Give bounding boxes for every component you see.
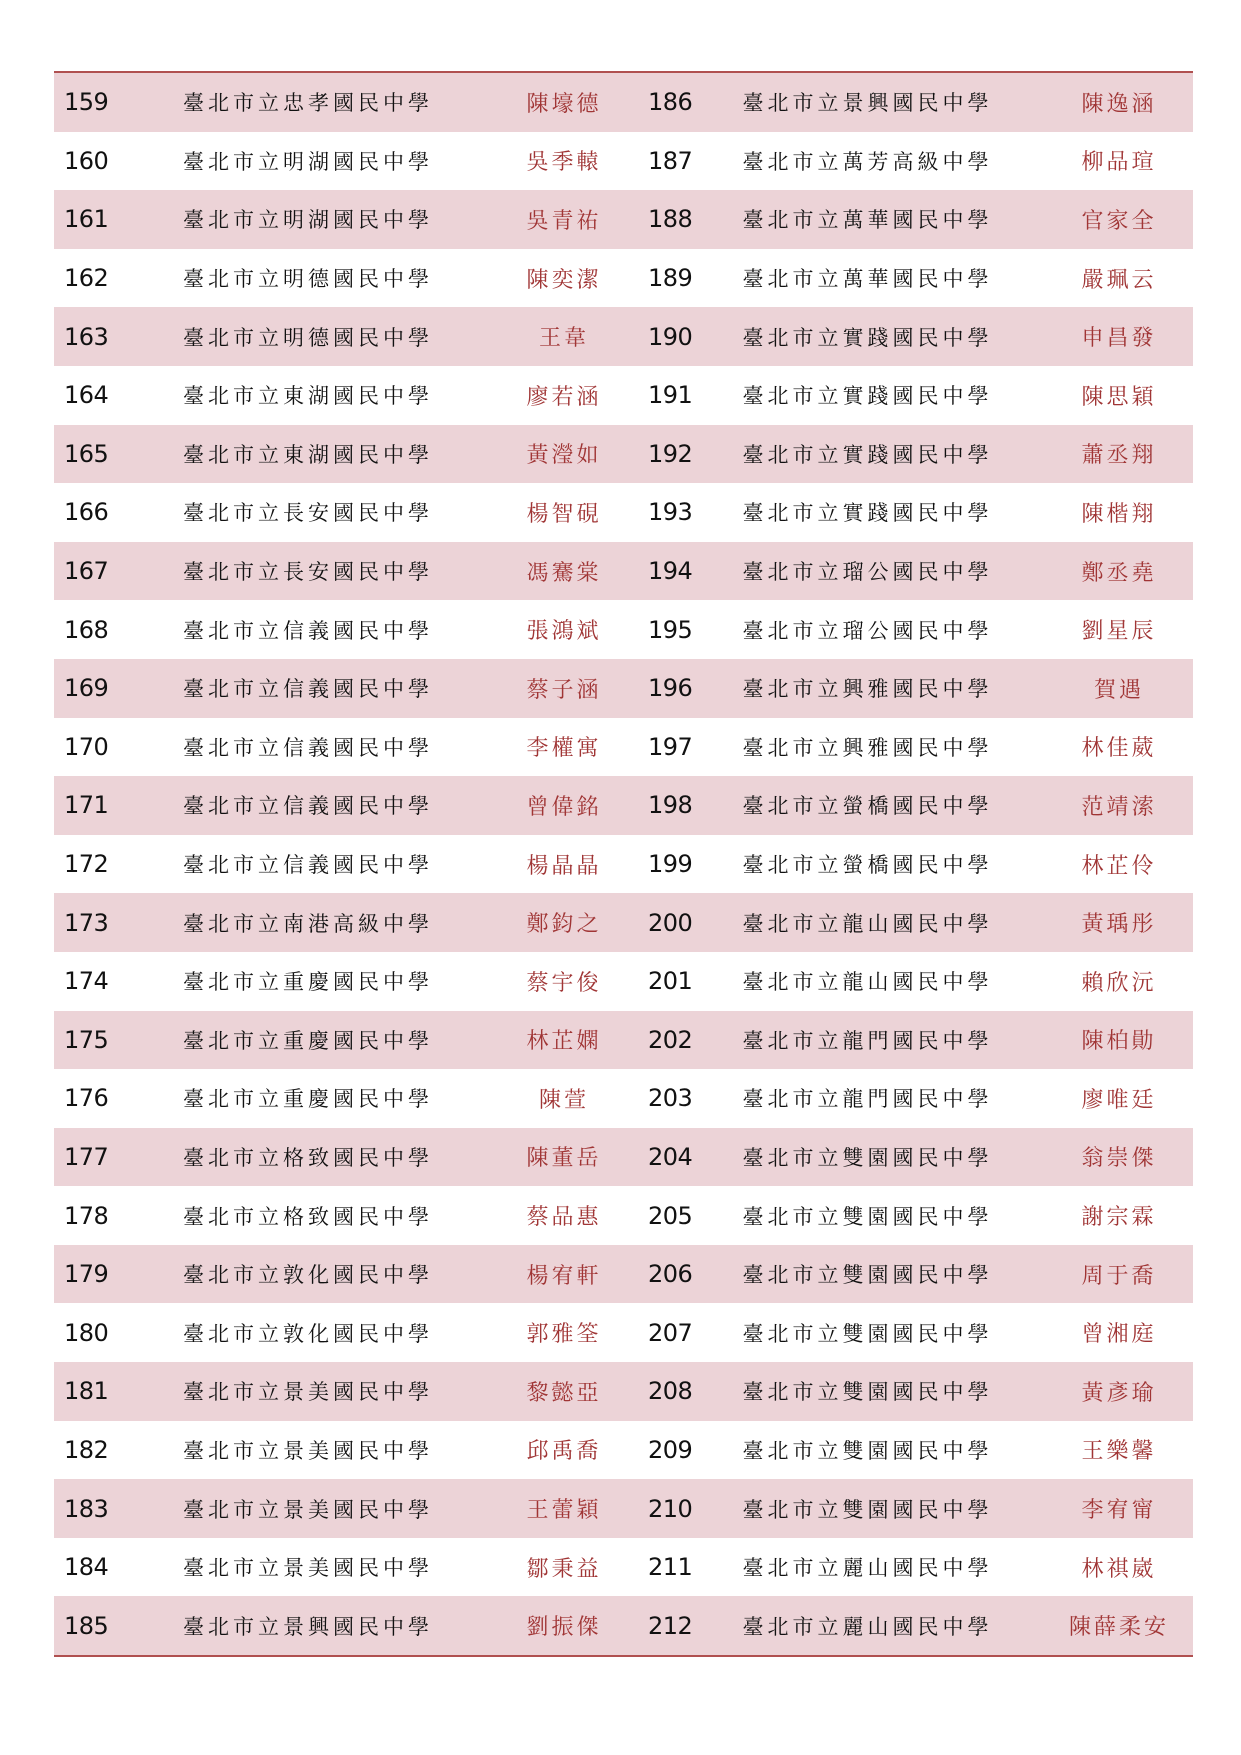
entry-number: 203 — [648, 1084, 693, 1113]
student-name: 蕭丞翔 — [1081, 443, 1157, 469]
table-row — [54, 1186, 1193, 1245]
school-name: 臺北市立萬華國民中學 — [742, 208, 993, 233]
student-name: 陳薛柔安 — [1068, 1615, 1169, 1641]
school-name: 臺北市立雙園國民中學 — [742, 1321, 993, 1346]
entry-number: 194 — [648, 557, 693, 586]
student-name: 李宥甯 — [1081, 1498, 1157, 1524]
student-name: 蔡品惠 — [526, 1205, 602, 1231]
school-name: 臺北市立雙園國民中學 — [742, 1263, 993, 1288]
entry-number: 200 — [648, 908, 693, 937]
student-name: 李權寓 — [526, 736, 602, 762]
entry-number: 202 — [648, 1025, 693, 1054]
school-name: 臺北市立雙園國民中學 — [742, 1438, 993, 1463]
student-name: 陳董岳 — [526, 1146, 602, 1172]
entry-number: 199 — [648, 850, 693, 879]
school-name: 臺北市立重慶國民中學 — [183, 970, 433, 995]
student-name: 黃瑀彤 — [1081, 912, 1157, 938]
table-row — [54, 1362, 1193, 1421]
student-name: 鄭丞堯 — [1081, 560, 1157, 586]
school-name: 臺北市立忠孝國民中學 — [183, 91, 433, 116]
table-row — [54, 1596, 1193, 1655]
entry-number: 182 — [64, 1435, 109, 1464]
entry-number: 167 — [64, 557, 109, 586]
entry-number: 172 — [64, 850, 109, 879]
student-name: 柳品瑄 — [1081, 150, 1157, 176]
entry-number: 191 — [648, 381, 693, 410]
entry-number: 161 — [64, 205, 109, 234]
student-name: 楊宥軒 — [526, 1263, 602, 1289]
school-name: 臺北市立東湖國民中學 — [183, 384, 433, 409]
school-name: 臺北市立景興國民中學 — [183, 1614, 433, 1639]
entry-number: 160 — [64, 146, 109, 175]
school-name: 臺北市立雙園國民中學 — [742, 1145, 993, 1170]
table-row — [54, 893, 1193, 952]
entry-number: 178 — [64, 1201, 109, 1230]
entry-number: 176 — [64, 1084, 109, 1113]
table-row — [54, 835, 1193, 894]
entry-number: 186 — [648, 88, 693, 117]
table-row — [54, 483, 1193, 542]
school-name: 臺北市立興雅國民中學 — [742, 735, 993, 760]
entry-number: 204 — [648, 1142, 693, 1171]
table-row — [54, 718, 1193, 777]
student-name: 馮騫棠 — [526, 560, 602, 586]
table-row — [54, 1128, 1193, 1187]
school-name: 臺北市立螢橋國民中學 — [742, 794, 993, 819]
table-row — [54, 542, 1193, 601]
school-name: 臺北市立信義國民中學 — [183, 618, 433, 643]
entry-number: 198 — [648, 791, 693, 820]
school-name: 臺北市立麗山國民中學 — [742, 1614, 993, 1639]
school-name: 臺北市立重慶國民中學 — [183, 1087, 433, 1112]
entry-number: 163 — [64, 322, 109, 351]
entry-number: 197 — [648, 732, 693, 761]
school-name: 臺北市立麗山國民中學 — [742, 1556, 993, 1581]
entry-number: 177 — [64, 1142, 109, 1171]
student-name: 吳青祐 — [526, 208, 602, 234]
school-name: 臺北市立景興國民中學 — [742, 91, 993, 116]
student-name: 陳萱 — [538, 1087, 589, 1113]
roster-table — [54, 71, 1193, 1657]
student-name: 王韋 — [538, 326, 589, 352]
school-name: 臺北市立明德國民中學 — [183, 267, 433, 292]
student-name: 陳奕潔 — [526, 267, 602, 293]
entry-number: 175 — [64, 1025, 109, 1054]
school-name: 臺北市立格致國民中學 — [183, 1145, 433, 1170]
student-name: 邱禹喬 — [526, 1439, 602, 1465]
school-name: 臺北市立雙園國民中學 — [742, 1204, 993, 1229]
entry-number: 201 — [648, 967, 693, 996]
entry-number: 180 — [64, 1318, 109, 1347]
school-name: 臺北市立明德國民中學 — [183, 325, 433, 350]
school-name: 臺北市立景美國民中學 — [183, 1380, 433, 1405]
table-row — [54, 425, 1193, 484]
entry-number: 212 — [648, 1611, 693, 1640]
entry-number: 187 — [648, 146, 693, 175]
school-name: 臺北市立萬華國民中學 — [742, 267, 993, 292]
student-name: 賀遇 — [1093, 677, 1144, 703]
school-name: 臺北市立敦化國民中學 — [183, 1321, 433, 1346]
table-row — [54, 1479, 1193, 1538]
entry-number: 181 — [64, 1377, 109, 1406]
entry-number: 195 — [648, 615, 693, 644]
table-row — [54, 190, 1193, 249]
school-name: 臺北市立信義國民中學 — [183, 735, 433, 760]
school-name: 臺北市立信義國民中學 — [183, 794, 433, 819]
school-name: 臺北市立實踐國民中學 — [742, 384, 993, 409]
entry-number: 190 — [648, 322, 693, 351]
school-name: 臺北市立萬芳高級中學 — [742, 149, 993, 174]
table-row — [54, 1011, 1193, 1070]
entry-number: 192 — [648, 439, 693, 468]
entry-number: 164 — [64, 381, 109, 410]
table-row — [54, 1245, 1193, 1304]
student-name: 陳思穎 — [1081, 384, 1157, 410]
table-row — [54, 659, 1193, 718]
school-name: 臺北市立信義國民中學 — [183, 853, 433, 878]
school-name: 臺北市立龍門國民中學 — [742, 1028, 993, 1053]
entry-number: 205 — [648, 1201, 693, 1230]
entry-number: 174 — [64, 967, 109, 996]
entry-number: 185 — [64, 1611, 109, 1640]
table-row — [54, 600, 1193, 659]
student-name: 周于喬 — [1081, 1263, 1157, 1289]
student-name: 吳季轅 — [526, 150, 602, 176]
school-name: 臺北市立重慶國民中學 — [183, 1028, 433, 1053]
entry-number: 207 — [648, 1318, 693, 1347]
entry-number: 196 — [648, 674, 693, 703]
student-name: 陳柏勛 — [1081, 1029, 1157, 1055]
table-row — [54, 952, 1193, 1011]
school-name: 臺北市立雙園國民中學 — [742, 1380, 993, 1405]
entry-number: 189 — [648, 264, 693, 293]
student-name: 嚴珮云 — [1081, 267, 1157, 293]
school-name: 臺北市立明湖國民中學 — [183, 208, 433, 233]
student-name: 劉振傑 — [526, 1615, 602, 1641]
school-name: 臺北市立螢橋國民中學 — [742, 853, 993, 878]
entry-number: 159 — [64, 88, 109, 117]
table-row — [54, 249, 1193, 308]
entry-number: 184 — [64, 1553, 109, 1582]
entry-number: 165 — [64, 439, 109, 468]
entry-number: 211 — [648, 1553, 693, 1582]
school-name: 臺北市立東湖國民中學 — [183, 442, 433, 467]
entry-number: 193 — [648, 498, 693, 527]
school-name: 臺北市立信義國民中學 — [183, 677, 433, 702]
school-name: 臺北市立明湖國民中學 — [183, 149, 433, 174]
student-name: 陳楷翔 — [1081, 501, 1157, 527]
student-name: 廖唯廷 — [1081, 1087, 1157, 1113]
entry-number: 188 — [648, 205, 693, 234]
entry-number: 209 — [648, 1435, 693, 1464]
entry-number: 171 — [64, 791, 109, 820]
school-name: 臺北市立龍門國民中學 — [742, 1087, 993, 1112]
school-name: 臺北市立景美國民中學 — [183, 1497, 433, 1522]
table-row — [54, 132, 1193, 191]
student-name: 謝宗霖 — [1081, 1205, 1157, 1231]
student-name: 黃瀅如 — [526, 443, 602, 469]
school-name: 臺北市立景美國民中學 — [183, 1438, 433, 1463]
student-name: 郭雅筌 — [526, 1322, 602, 1348]
student-name: 黎懿亞 — [526, 1380, 602, 1406]
student-name: 王蕾穎 — [526, 1498, 602, 1524]
student-name: 黃彥瑜 — [1081, 1380, 1157, 1406]
table-row — [54, 1069, 1193, 1128]
student-name: 翁崇傑 — [1081, 1146, 1157, 1172]
student-name: 廖若涵 — [526, 384, 602, 410]
table-row — [54, 1421, 1193, 1480]
entry-number: 170 — [64, 732, 109, 761]
school-name: 臺北市立龍山國民中學 — [742, 970, 993, 995]
table-row — [54, 1538, 1193, 1597]
student-name: 陳逸涵 — [1081, 91, 1157, 117]
student-name: 林佳葳 — [1081, 736, 1157, 762]
entry-number: 162 — [64, 264, 109, 293]
entry-number: 169 — [64, 674, 109, 703]
student-name: 劉星辰 — [1081, 619, 1157, 645]
table-row — [54, 1303, 1193, 1362]
school-name: 臺北市立龍山國民中學 — [742, 911, 993, 936]
school-name: 臺北市立實踐國民中學 — [742, 501, 993, 526]
school-name: 臺北市立格致國民中學 — [183, 1204, 433, 1229]
student-name: 曾湘庭 — [1081, 1322, 1157, 1348]
school-name: 臺北市立興雅國民中學 — [742, 677, 993, 702]
school-name: 臺北市立長安國民中學 — [183, 501, 433, 526]
student-name: 蔡宇俊 — [526, 970, 602, 996]
student-name: 賴欣沅 — [1081, 970, 1157, 996]
student-name: 曾偉銘 — [526, 794, 602, 820]
entry-number: 183 — [64, 1494, 109, 1523]
student-name: 陳壕德 — [526, 91, 602, 117]
entry-number: 168 — [64, 615, 109, 644]
student-name: 范靖溹 — [1081, 794, 1157, 820]
entry-number: 210 — [648, 1494, 693, 1523]
student-name: 蔡子涵 — [526, 677, 602, 703]
school-name: 臺北市立實踐國民中學 — [742, 325, 993, 350]
school-name: 臺北市立瑠公國民中學 — [742, 560, 993, 585]
school-name: 臺北市立敦化國民中學 — [183, 1263, 433, 1288]
student-name: 楊晶晶 — [526, 853, 602, 879]
school-name: 臺北市立雙園國民中學 — [742, 1497, 993, 1522]
entry-number: 179 — [64, 1260, 109, 1289]
student-name: 鄭鈞之 — [526, 912, 602, 938]
school-name: 臺北市立長安國民中學 — [183, 560, 433, 585]
table-row — [54, 73, 1193, 132]
student-name: 林祺崴 — [1081, 1556, 1157, 1582]
table-row — [54, 307, 1193, 366]
table-row — [54, 366, 1193, 425]
school-name: 臺北市立景美國民中學 — [183, 1556, 433, 1581]
student-name: 申昌發 — [1081, 326, 1157, 352]
entry-number: 173 — [64, 908, 109, 937]
entry-number: 208 — [648, 1377, 693, 1406]
entry-number: 206 — [648, 1260, 693, 1289]
school-name: 臺北市立實踐國民中學 — [742, 442, 993, 467]
school-name: 臺北市立瑠公國民中學 — [742, 618, 993, 643]
student-name: 林芷伶 — [1081, 853, 1157, 879]
student-name: 官家全 — [1081, 208, 1157, 234]
entry-number: 166 — [64, 498, 109, 527]
school-name: 臺北市立南港高級中學 — [183, 911, 433, 936]
student-name: 王樂馨 — [1081, 1439, 1157, 1465]
student-name: 楊智硯 — [526, 501, 602, 527]
student-name: 林芷嫻 — [526, 1029, 602, 1055]
table-row — [54, 776, 1193, 835]
student-name: 張鴻斌 — [526, 619, 602, 645]
student-name: 鄒秉益 — [526, 1556, 602, 1582]
